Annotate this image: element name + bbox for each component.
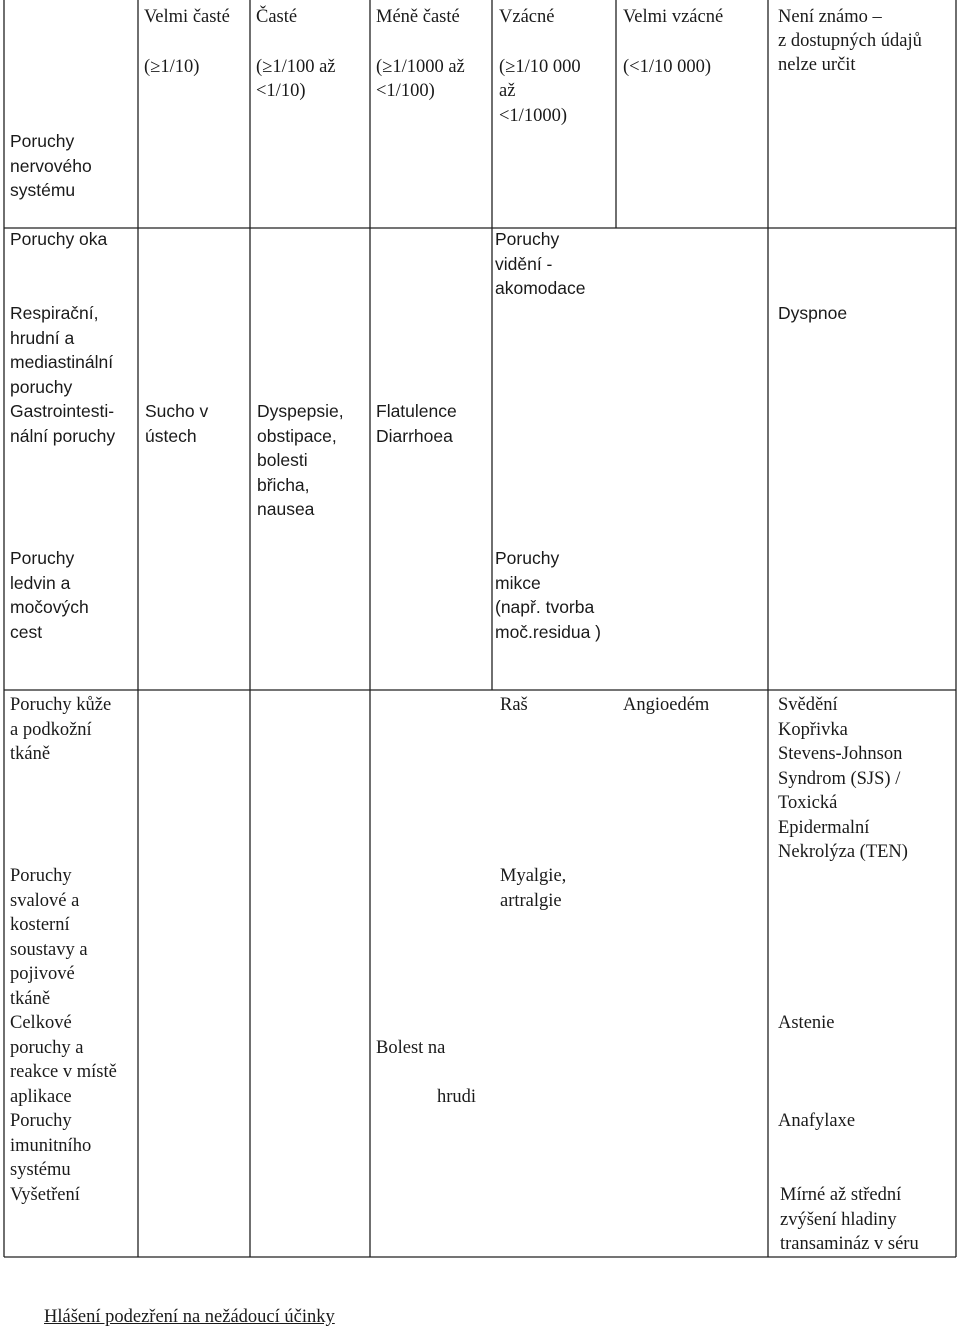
column-header-common	[256, 5, 368, 104]
column-label: Méně časté	[376, 7, 460, 27]
report-adverse-effects-link[interactable]: Hlášení podezření na nežádoucí účinky	[44, 1307, 335, 1327]
row-label-respiratory: Respirační, hrudní a mediastinální poruchy	[10, 303, 114, 397]
column-header-very-rare	[623, 5, 766, 79]
general-unknown: Astenie	[778, 1013, 835, 1033]
gastro-uncommon: Flatulence Diarrhoea	[376, 401, 457, 446]
respiratory-unknown: Dyspnoe	[778, 303, 848, 323]
row-label-eye: Poruchy oka	[10, 229, 108, 249]
eye-rare: Poruchy vidění - akomodace	[495, 229, 586, 298]
column-range: (<1/10 000)	[623, 56, 712, 77]
column-label: Velmi časté	[144, 7, 230, 27]
row-label-gastro: Gastrointesti- nální poruchy	[10, 401, 116, 446]
general-uncommon-line2: hrudi	[436, 1086, 476, 1107]
gastro-very-common: Sucho v ústech	[145, 401, 209, 446]
row-label-immune: Poruchy imunitního systému	[10, 1111, 92, 1180]
row-label-investigations: Vyšetření	[10, 1185, 80, 1205]
row-label-musculo: Poruchy svalové a kosterní soustavy a pojivové tkáně	[10, 866, 88, 1009]
column-label: Časté	[256, 7, 298, 27]
row-label-general: Celkové poruchy a reakce v místě aplikace	[10, 1013, 117, 1107]
column-header-rare	[499, 5, 614, 128]
general-uncommon	[376, 1011, 476, 1134]
column-range: (≥1/10)	[144, 56, 200, 77]
column-range: (≥1/1000 až <1/100)	[376, 56, 465, 101]
immune-unknown: Anafylaxe	[778, 1111, 856, 1131]
gastro-common: Dyspepsie, obstipace, bolesti břicha, nausea	[257, 401, 344, 519]
skin-very-rare: Angioedém	[623, 695, 710, 715]
column-header-very-common	[144, 5, 248, 79]
row-label-skin: Poruchy kůže a podkožní tkáně	[10, 695, 112, 764]
musculo-rare: Myalgie, artralgie	[500, 866, 567, 911]
row-label-renal: Poruchy ledvin a močových cest	[10, 548, 89, 642]
skin-unknown: Svědění Kopřivka Stevens-Johnson Syndrom (SJS) / Toxická Epidermalní Nekrolýza (TEN)	[778, 695, 908, 862]
column-label: Velmi vzácné	[623, 7, 724, 27]
column-header-uncommon	[376, 5, 490, 104]
skin-rare: Raš	[500, 695, 528, 715]
renal-rare: Poruchy mikce (např. tvorba moč.residua )	[495, 548, 602, 642]
column-label: Vzácné	[499, 7, 555, 27]
column-range: (≥1/10 000 až <1/1000)	[499, 56, 581, 126]
general-uncommon-line1: Bolest na	[376, 1037, 446, 1058]
column-header-unknown: Není známo – z dostupných údajů nelze určit	[778, 7, 922, 75]
row-label-nervous: Poruchy nervového systému	[10, 131, 92, 200]
column-range: (≥1/100 až <1/10)	[256, 56, 336, 101]
investigations-unknown: Mírné až střední zvýšení hladiny transamináz v séru	[780, 1185, 919, 1254]
